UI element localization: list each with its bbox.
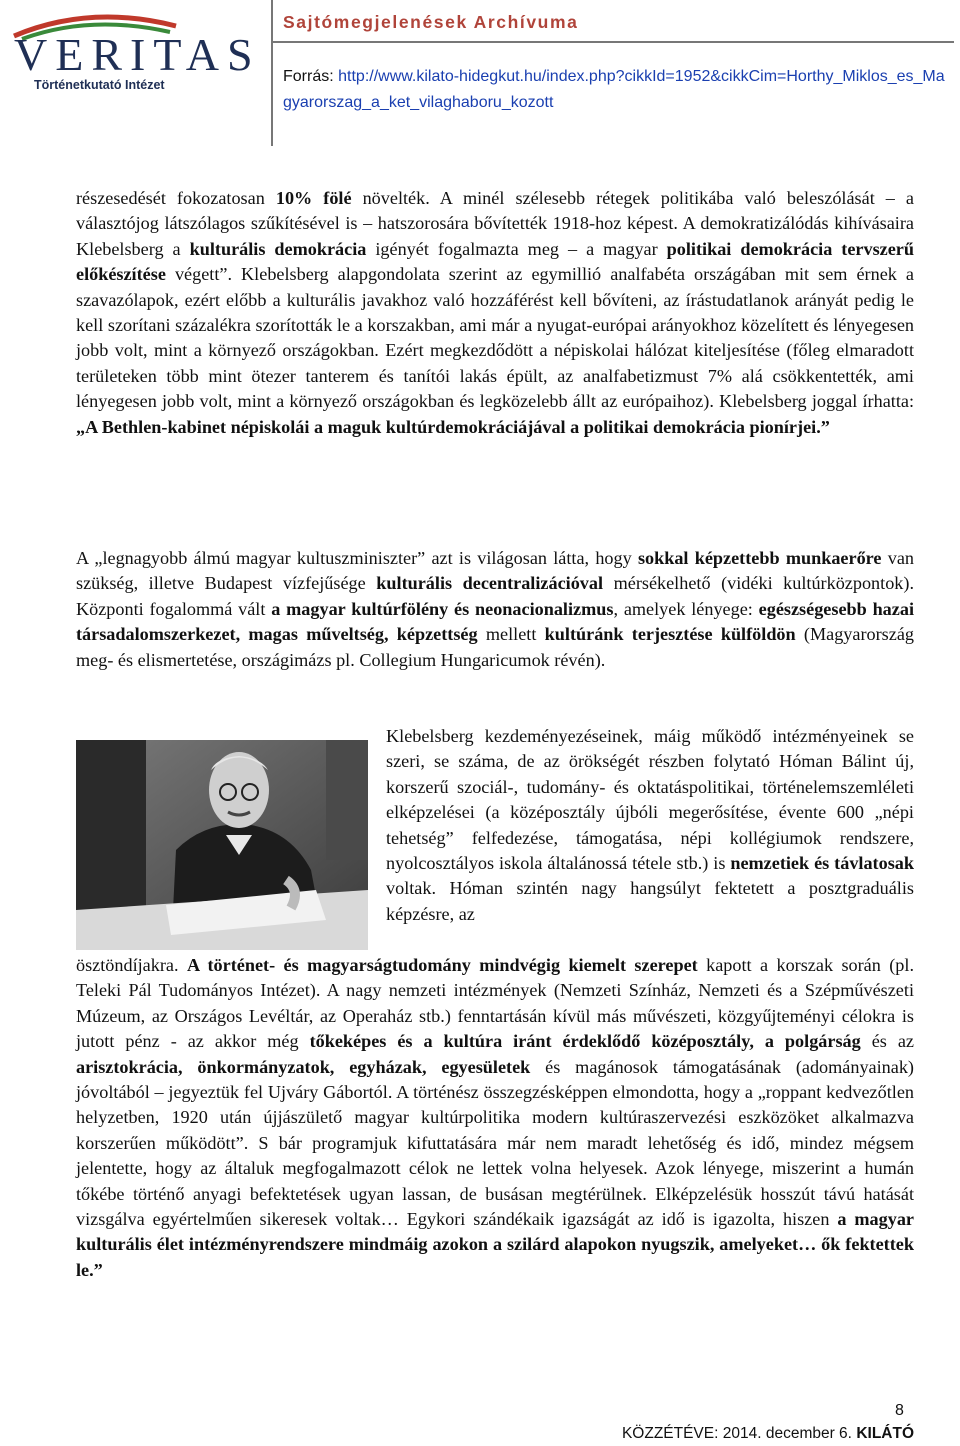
klebelsberg-photo [76, 740, 368, 950]
source-line [283, 64, 948, 116]
header-divider-horizontal [271, 41, 954, 43]
logo-word: VERITAS [14, 29, 261, 80]
page-number: 8 [895, 1402, 904, 1419]
publication-footer [622, 1425, 914, 1443]
publisher-name: KILÁTÓ [856, 1425, 914, 1442]
archive-title: Sajtómegjelenések Archívuma [283, 12, 579, 32]
published-label: KÖZZÉTÉVE: [621, 1425, 719, 1442]
paragraph-1: részesedését fokozatosan 10% fölé növelték. A minél szélesebb rétegek politikába való beleszólását – a választójog látszólagos szűkítésével is – hatszorosára bővítették 1918-hoz képest. A demokratizálódás kihívásaira Klebelsberg a kulturális demokrácia igényét fogalmazta meg – a magyar politikai demokrácia tervszerű előkészítése végett”. Klebelsberg alapgondolata szerint az egymillió analfabéta országában mit sem érnek a szavazólapok, ezért előbb a kulturális javakhoz való hozzáférést kell bővíteni, az írástudatlanok arányát pedig le kell szorítani százalékra szorították le a korszakban, ami már a nyugat-európai arányokhoz közelített és lényegesen jobb volt, mint a környező országokban. Ezért megkezdődött a népiskolai hálózat kiteljesítése (főleg elmaradott területeken több mint ötezer tanterem és tanítói lakás épült, az analfabetizmust 7% alá csökkentették, ami lényegesen jobb volt, mint a környező országokban és legközelebb állt az európaihoz). Klebelsberg joggal írhatta: „A Bethlen-kabinet népiskolái a maguk kultúrdemokráciájával a politikai demokrácia pionírjei.” [76, 188, 914, 437]
source-label: Forrás: [283, 68, 334, 85]
page-header [0, 0, 960, 150]
header-divider-vertical [271, 0, 273, 146]
paragraph-2: A „legnagyobb álmú magyar kultuszminiszter” azt is világosan látta, hogy sokkal képzettebb munkaerőre van szükség, illetve Budapest vízfejűsége kulturális decentralizációval mérsékelhető (vidéki kultúrközpontok). Központi fogalommá vált a magyar kultúrfölény és neonacionalizmus, amelyek lényege: egészségesebb hazai társadalomszerkezet, magas műveltség, képzettség mellett kultúránk terjesztése külföldön (Magyarország meg- és elismertetése, országimázs pl. Collegium Hungaricumok révén). [76, 548, 914, 670]
logo-subtitle: Történetkutató Intézet [34, 78, 165, 92]
paragraph-3-wrapped: Klebelsberg kezdeményezéseinek, máig működő intézményeinek se szeri, se száma, de az örökségét részben folytató Hóman Bálint új, korszerű szociál-, tudomány- és oktatáspolitikai, történelemszemléleti elképzelései (a középosztály újbóli megerősítése, évente 600 „népi tehetség” felfedezése, támogatása, népi kollégiumok rendszere, nyolcosztályos iskola általánossá tétele stb.) is nemzetiek és távlatosak voltak. Hóman szintén nagy hangsúlyt fektetett a posztgraduális képzésre, az [386, 726, 914, 924]
source-url-link[interactable]: http://www.kilato-hidegkut.hu/index.php?cikkId=1952&cikkCim=Horthy_Miklos_es_Magyarorszag_a_ket_vilaghaboru_kozott [283, 68, 945, 111]
paragraph-3-continued: ösztöndíjakra. A történet- és magyarságtudomány mindvégig kiemelt szerepet kapott a korszak során (pl. Teleki Pál Tudományos Intézet). A nagy nemzeti intézmények (Nemzeti Színház, Nemzeti és a Szépművészeti Múzeum, az Országos Levéltár, az Operaház stb.) fenntartásán kívül más művészeti, közgyűjteményi célokra is jutott pénz - az akkor még tőkeképes és a kultúra iránt érdeklődő középosztály, a polgárság és az arisztokrácia, önkormányzatok, egyházak, egyesületek és magánosok támogatásának (adományainak) jóvoltából – jegyeztük fel Ujváry Gábortól. A történész összegzésképpen elmondotta, hogy a „roppant kedvezőtlen helyzetben, 1920 után újjászülető magyar kultúrpolitika modern kultúraszervezési eszközöket alkalmazva korszerűen működött”. S bár programjuk kifuttatására már nem maradt lehetőség és idő, mindez mégsem jelentette, hogy az általuk megfogalmazott célok ne lettek volna helyesek. Azok lényege, miszerint a humán tőkébe történő anyagi befektetések ugyan lassan, de busásan megtérülnek. Elképzelésük hosszút távú hatását vizsgálva egyértelműen sikeresek voltak… Egykori szándékaik igazságát az idő is igazolta, hiszen a magyar kulturális élet intézményrendszere mindmáig azokon a szilárd alapokon nyugszik, amelyeket… ők fektettek le.” [76, 955, 914, 1280]
veritas-logo [6, 6, 261, 96]
published-date: 2014. december 6. [722, 1425, 852, 1442]
